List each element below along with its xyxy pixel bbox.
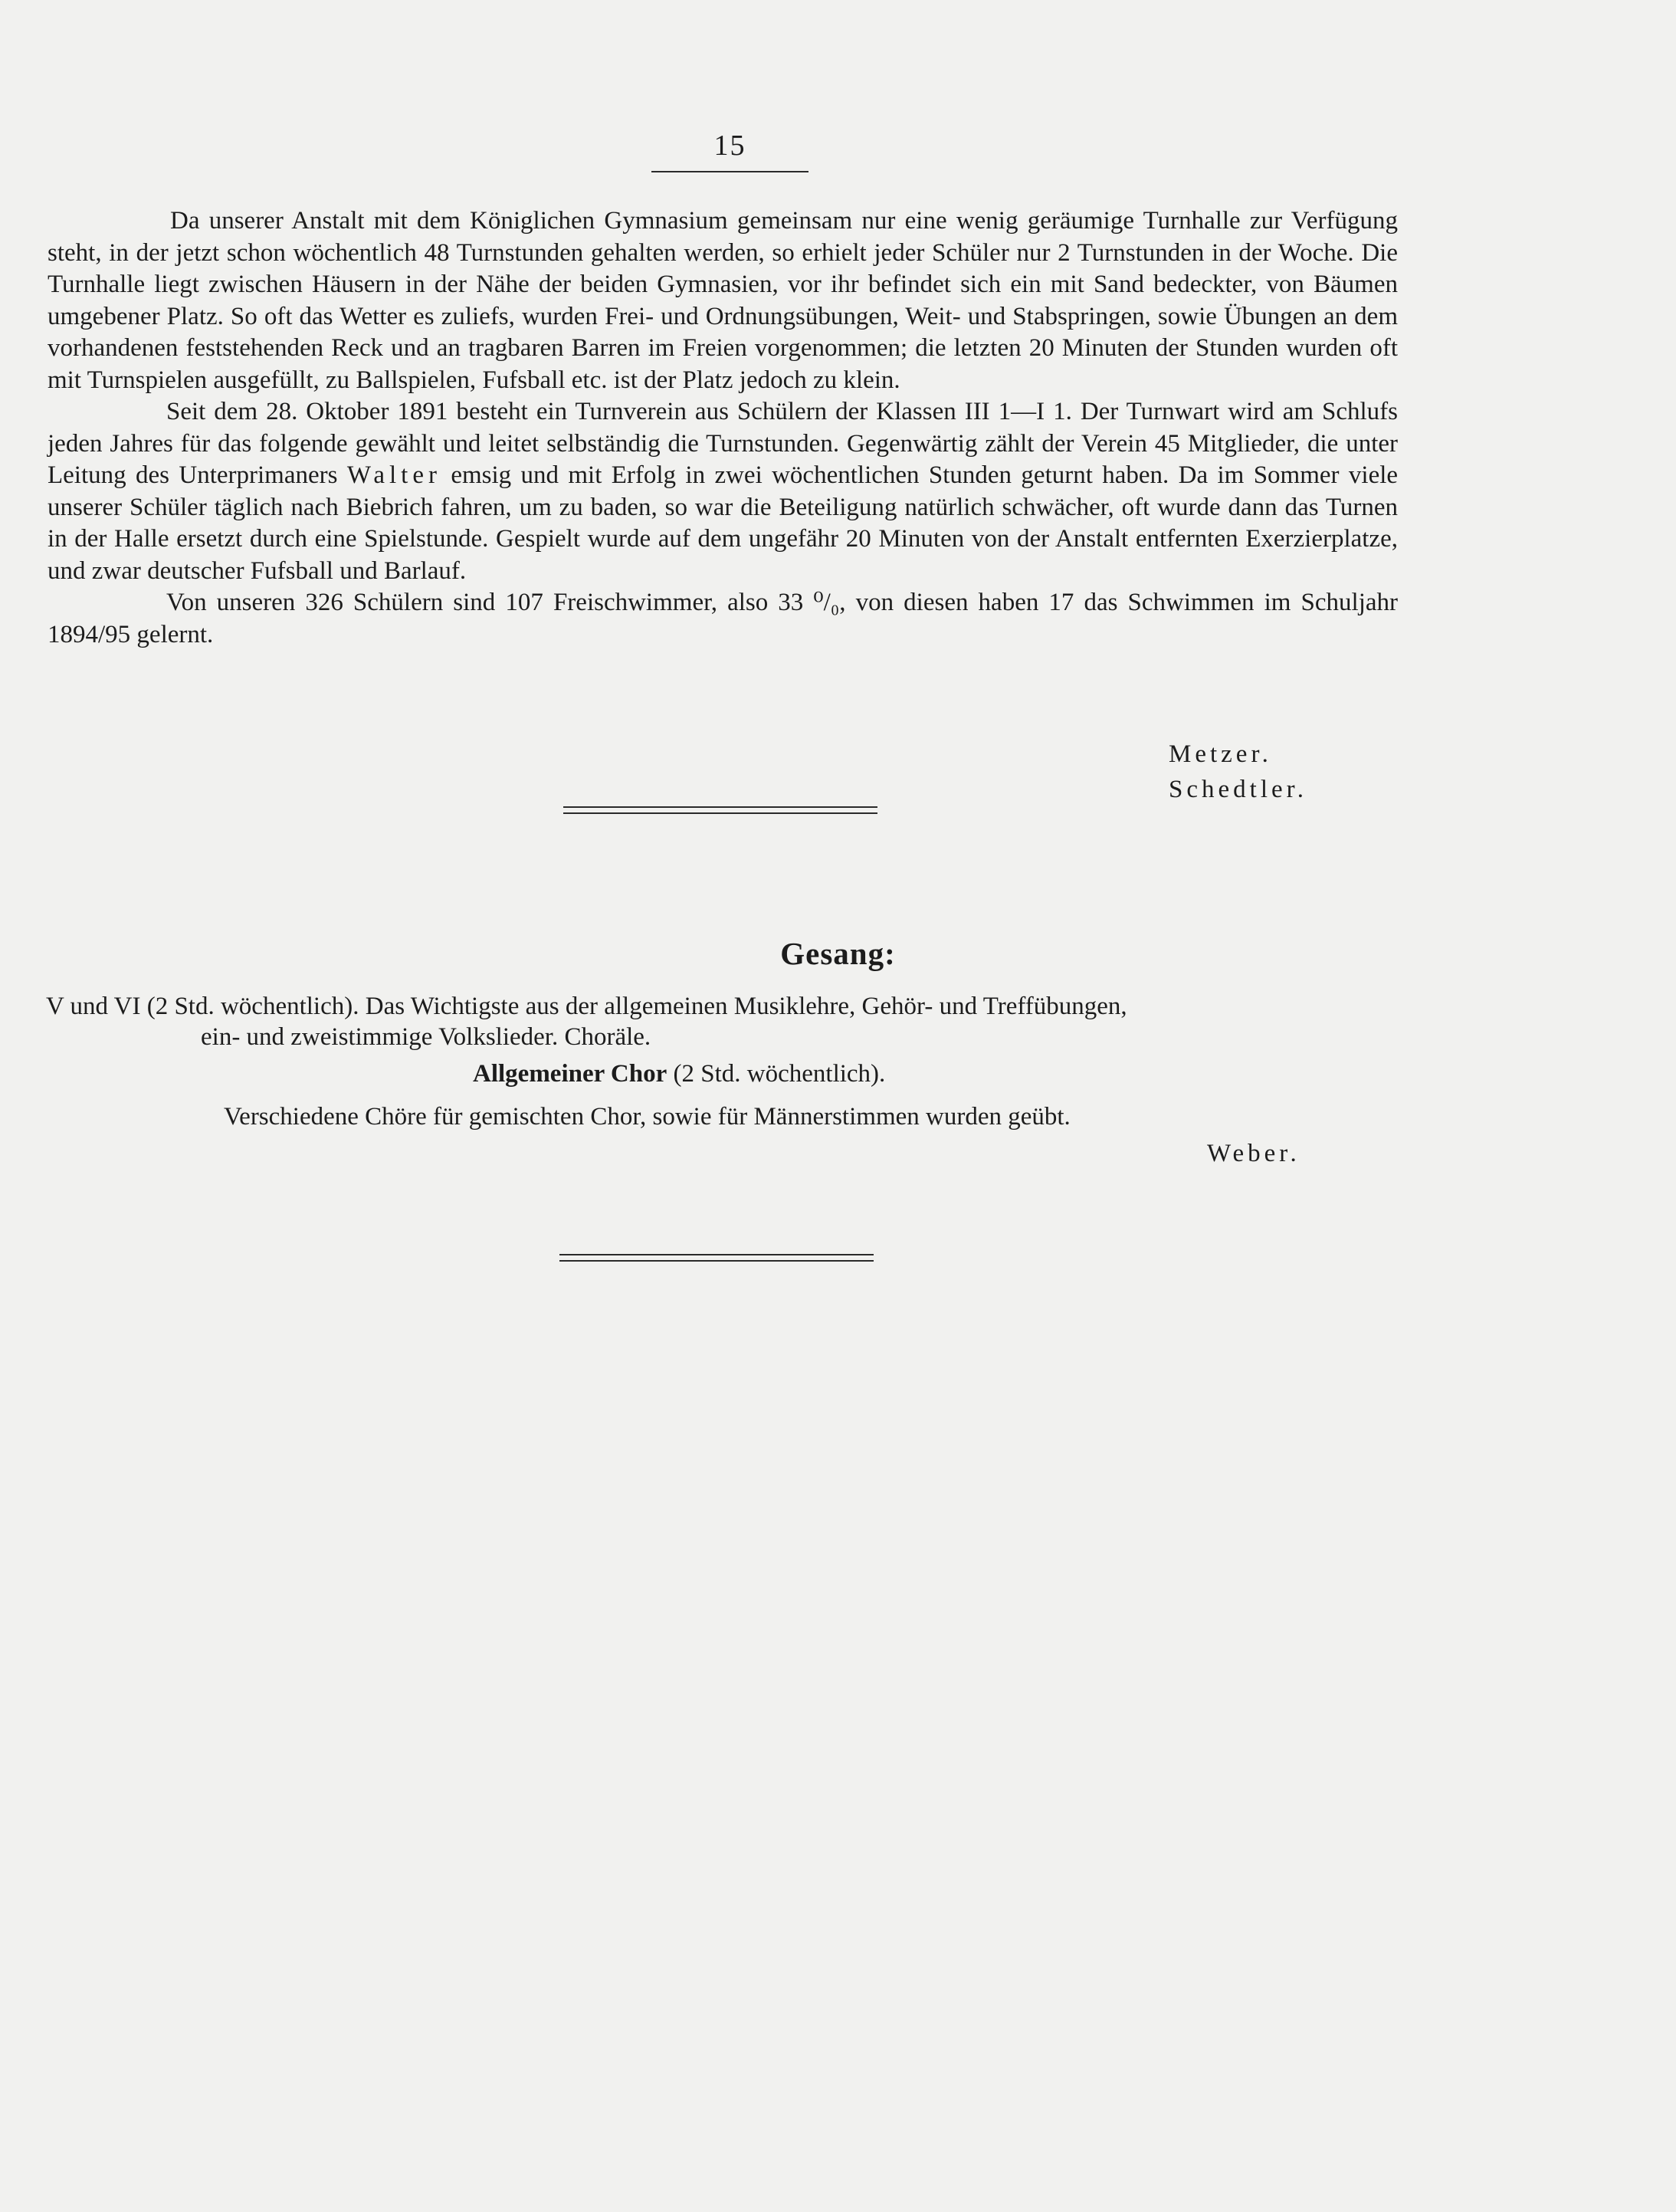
signature-weber: Weber. bbox=[1207, 1140, 1300, 1167]
turnen-paragraph-3: Von unseren 326 Schülern sind 107 Freischwimmer, also 33 ⁰/₀, von diesen haben 17 das Schwimmen im Schuljahr 1894/95 gelernt. bbox=[48, 589, 1398, 648]
turnen-paragraph-2-start: Seit dem 28. Oktober 1891 besteht ein Turnverein aus Schülern der Klassen III 1—I 1. Der Turnwart wird am Schlufs jeden Jahres für das folgende gewählt und leitet selbständig die Turnstunden. Gegenwärtig zählt der Verein 45 Mitglieder, die unter Leitung des Unterprimaners bbox=[48, 398, 1398, 489]
section-divider-2 bbox=[559, 1254, 874, 1262]
section-divider-1 bbox=[563, 806, 877, 814]
signature-metzer: Metzer. bbox=[1169, 740, 1272, 768]
chor-label: Allgemeiner Chor bbox=[473, 1060, 667, 1088]
gesang-chor-line bbox=[473, 1058, 885, 1090]
page-number-rule bbox=[651, 171, 808, 172]
signature-schedtler: Schedtler. bbox=[1169, 776, 1308, 803]
chor-detail: (2 Std. wöchentlich). bbox=[673, 1060, 886, 1088]
turnen-paragraph-2-end: emsig und mit Erfolg in zwei wöchentlichen Stunden geturnt haben. Da im Sommer viele unserer Schüler täglich nach Biebrich fahren, um zu baden, so war die Beteiligung natürlich schwächer, oft wurde dann das Turnen in der Halle ersetzt durch eine Spielstunde. Gespielt wurde auf dem ungefähr 20 Minuten von der Anstalt entfernten Exerzierplatze, und zwar deutscher Fufsball und Barlauf. bbox=[48, 461, 1399, 585]
turnen-paragraph-2 bbox=[48, 396, 1398, 587]
gesang-heading: Gesang: bbox=[780, 936, 896, 971]
gesang-line-4: Verschiedene Chöre für gemischten Chor, sowie für Männerstimmen wurden geübt. bbox=[224, 1103, 1071, 1131]
page-number: 15 bbox=[713, 130, 746, 162]
turnen-paragraph-1: Da unserer Anstalt mit dem Königlichen Gymnasium gemeinsam nur eine wenig geräumige Turnhalle zur Verfügung steht, in der jetzt schon wöchentlich 48 Turnstunden gehalten werden, so erhielt jeder Schüler nur 2 Turnstunden in der Woche. Die Turnhalle liegt zwischen Häusern in der Nähe der beiden Gymnasien, vor ihr befindet sich ein mit Sand bedeckter, von Bäumen umgebener Platz. So oft das Wetter es zuliefs, wurden Frei- und Ordnungsübungen, Weit- und Stabspringen, sowie Übungen an dem vorhandenen feststehenden Reck und an tragbaren Barren im Freien vorgenommen; die letzten 20 Minuten der Stunden wurden oft mit Turnspielen ausgefüllt, zu Ballspielen, Fufsball etc. ist der Platz jedoch zu klein. bbox=[48, 207, 1398, 394]
student-name: Walter bbox=[346, 461, 441, 489]
turnen-section bbox=[48, 205, 1398, 651]
gesang-line-2: ein- und zweistimmige Volkslieder. Choräle. bbox=[201, 1023, 651, 1051]
gesang-line-1: V und VI (2 Std. wöchentlich). Das Wichtigste aus der allgemeinen Musiklehre, Gehör- und Treffübungen, bbox=[46, 993, 1127, 1020]
